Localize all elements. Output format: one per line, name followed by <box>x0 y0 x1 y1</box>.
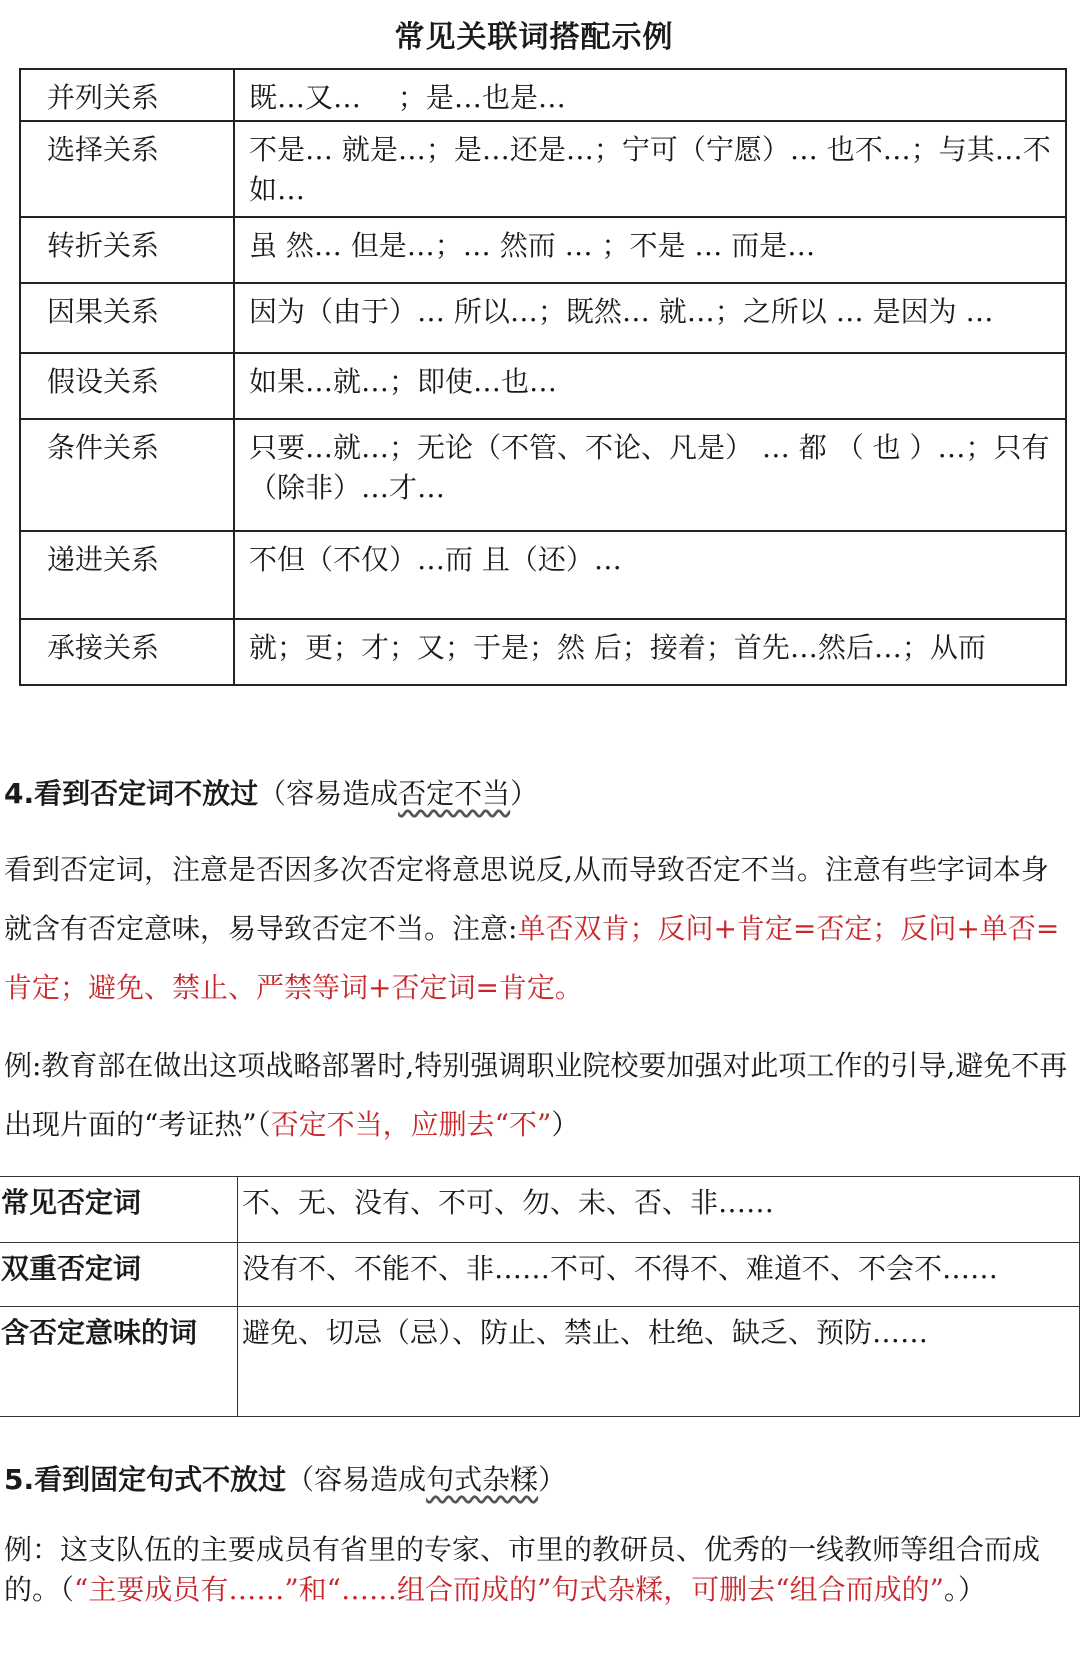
relation-type: 并列关系 <box>20 69 234 121</box>
relation-type: 因果关系 <box>20 283 234 353</box>
section-4-note-term: 否定不当 <box>398 777 511 810</box>
relation-examples: 如果…就…；即使…也… <box>234 353 1066 419</box>
table-row <box>20 353 1066 419</box>
section-4-example-text: 例:教育部在做出这项战略部署时,特别强调职业院校要加强对此项工作的引导,避免不再出现片面的“考证热” <box>4 1049 1068 1141</box>
table-row <box>20 217 1066 283</box>
negation-label: 含否定意味的词 <box>0 1307 238 1417</box>
table-row <box>20 283 1066 353</box>
section-4-example-close: ） <box>551 1108 580 1141</box>
relation-type: 条件关系 <box>20 419 234 531</box>
section-5-heading <box>4 1458 566 1498</box>
table-row <box>20 121 1066 217</box>
negation-label: 双重否定词 <box>0 1243 238 1307</box>
negation-words: 没有不、不能不、非……不可、不得不、难道不、不会不…… <box>238 1243 1080 1307</box>
table-row <box>20 619 1066 685</box>
negation-label: 常见否定词 <box>0 1177 238 1243</box>
section-4-paragraph <box>4 840 1070 1017</box>
relation-type: 递进关系 <box>20 531 234 619</box>
relation-type: 假设关系 <box>20 353 234 419</box>
section-4-text: 看到否定词，注意是否因多次否定将意思说反,从而导致否定不当。注意有些字词本身就含有否定意味，易导致否定不当。注意: <box>4 853 1049 945</box>
section-4-note-open: （容易造成 <box>258 777 399 810</box>
section-5-example-close: 。） <box>943 1573 986 1606</box>
relation-examples: 不是… 就是…；是…还是…；宁可（宁愿）… 也不…；与其…不如… <box>234 121 1066 217</box>
section-5-note-open: （容易造成 <box>286 1463 427 1496</box>
conjunction-table <box>19 68 1067 686</box>
negation-words: 避免、切忌（忌）、防止、禁止、杜绝、缺乏、预防…… <box>238 1307 1080 1417</box>
relation-examples: 虽 然… 但是…；… 然而 … ；不是 … 而是… <box>234 217 1066 283</box>
section-4-rules: 单否双肯；反问+肯定=否定；反问+单否=肯定；避免、禁止、严禁等词+否定词=肯定。 <box>4 912 1060 1004</box>
relation-examples: 既…又… ；是…也是… <box>234 69 1066 121</box>
section-5-note-term: 句式杂糅 <box>426 1463 539 1496</box>
section-5-example-text: 例：这支队伍的主要成员有省里的专家、市里的教研员、优秀的一线教师等组合而成的。（ <box>4 1533 1041 1606</box>
section-5-example-note: “主要成员有……”和“……组合而成的”句式杂糅，可删去“组合而成的” <box>74 1573 944 1606</box>
table-row <box>0 1177 1080 1243</box>
section-4-example <box>4 1036 1070 1154</box>
section-5-note-close: ） <box>538 1463 567 1496</box>
section-5-title: 5.看到固定句式不放过 <box>4 1463 287 1496</box>
section-4-heading <box>4 772 538 812</box>
negation-words: 不、无、没有、不可、勿、未、否、非…… <box>238 1177 1080 1243</box>
relation-examples: 就；更；才；又；于是；然 后；接着；首先…然后…；从而 <box>234 619 1066 685</box>
relation-type: 转折关系 <box>20 217 234 283</box>
table-row <box>20 531 1066 619</box>
table-row <box>0 1307 1080 1417</box>
table-row <box>20 69 1066 121</box>
relation-examples: 不但（不仅）…而 且（还）… <box>234 531 1066 619</box>
negation-table <box>0 1176 1080 1417</box>
section-4-note-close: ） <box>510 777 539 810</box>
table-row <box>20 419 1066 531</box>
relation-examples: 只要…就…；无论（不管、不论、凡是） … 都 （ 也 ）…；只有（除非）…才… <box>234 419 1066 531</box>
section-4-example-note: 否定不当，应删去“不” <box>270 1108 552 1141</box>
section-4-title: 4.看到否定词不放过 <box>4 777 259 810</box>
table-row <box>0 1243 1080 1307</box>
page-title: 常见关联词搭配示例 <box>394 20 674 55</box>
section-5-example <box>4 1530 1070 1610</box>
relation-type: 承接关系 <box>20 619 234 685</box>
relation-type: 选择关系 <box>20 121 234 217</box>
relation-examples: 因为（由于）… 所以…；既然… 就…；之所以 … 是因为 … <box>234 283 1066 353</box>
section-4-example-open: （ <box>256 1108 271 1141</box>
